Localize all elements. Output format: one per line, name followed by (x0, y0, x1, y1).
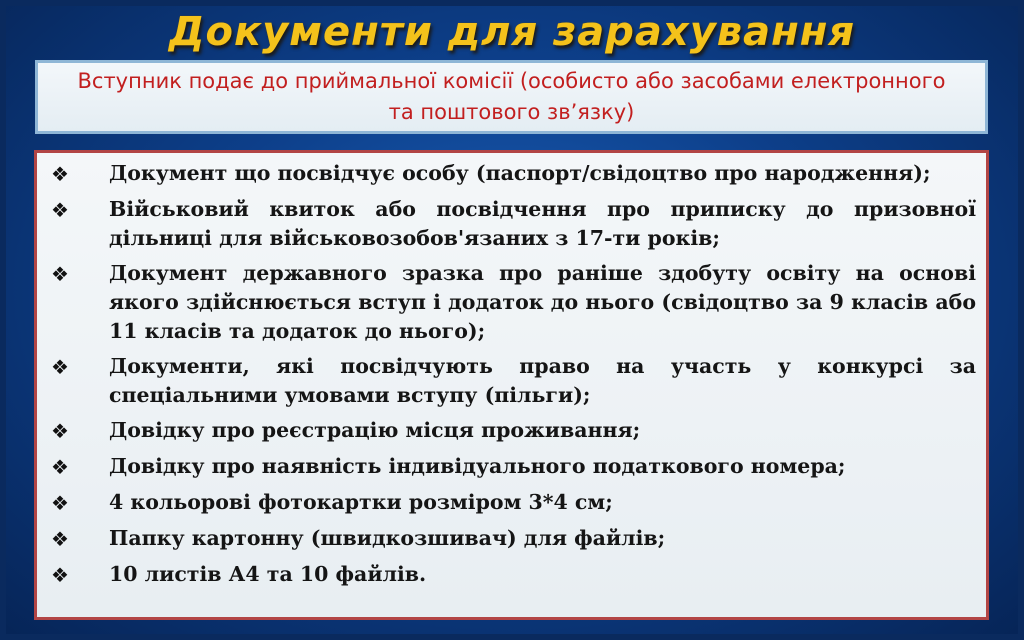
list-item (51, 352, 976, 410)
list-item (51, 195, 976, 253)
list-item-text: 10 листів А4 та 10 файлів. (109, 562, 427, 586)
list-item-text: Довідку про реєстрацію місця проживання; (109, 418, 641, 442)
list-item-text: Військовий квиток або посвідчення про приписку до призовної дільниці для військовозобов'язаних з 17-ти років; (109, 197, 976, 250)
diamond-bullet-icon: ❖ (51, 491, 69, 515)
diamond-bullet-icon: ❖ (51, 198, 69, 222)
list-item-text: Довідку про наявність індивідуального податкового номера; (109, 454, 846, 478)
diamond-bullet-icon: ❖ (51, 419, 69, 443)
diamond-bullet-icon: ❖ (51, 455, 69, 479)
list-item (51, 560, 976, 590)
list-item-text: Документ що посвідчує особу (паспорт/свідоцтво про народження); (109, 161, 931, 185)
list-item (51, 452, 976, 482)
diamond-bullet-icon: ❖ (51, 162, 69, 186)
list-item-text: 4 кольорові фотокартки розміром 3*4 см; (109, 490, 613, 514)
list-item (51, 416, 976, 446)
slide-title: Документи для зарахування (168, 9, 856, 55)
list-item (51, 159, 976, 189)
diamond-bullet-icon: ❖ (51, 527, 69, 551)
list-item-text: Документи, які посвідчують право на участь у конкурсі за спеціальними умовами вступу (пільги); (109, 354, 976, 407)
diamond-bullet-icon: ❖ (51, 563, 69, 587)
documents-list (34, 150, 989, 620)
list-item-text: Папку картонну (швидкозшивач) для файлів; (109, 526, 666, 550)
list-item (51, 259, 976, 346)
list-item (51, 488, 976, 518)
subtitle-text: Вступник подає до приймальної комісії (особисто або засобами електронного та поштового зв’язку) (77, 69, 946, 124)
list-item-text: Документ державного зразка про раніше здобуту освіту на основі якого здійснюється вступ і додаток до нього (свідоцтво за 9 класів або 11 класів та додаток до нього); (109, 261, 976, 343)
list-item (51, 524, 976, 554)
subtitle-box (35, 60, 988, 134)
diamond-bullet-icon: ❖ (51, 262, 69, 286)
diamond-bullet-icon: ❖ (51, 355, 69, 379)
